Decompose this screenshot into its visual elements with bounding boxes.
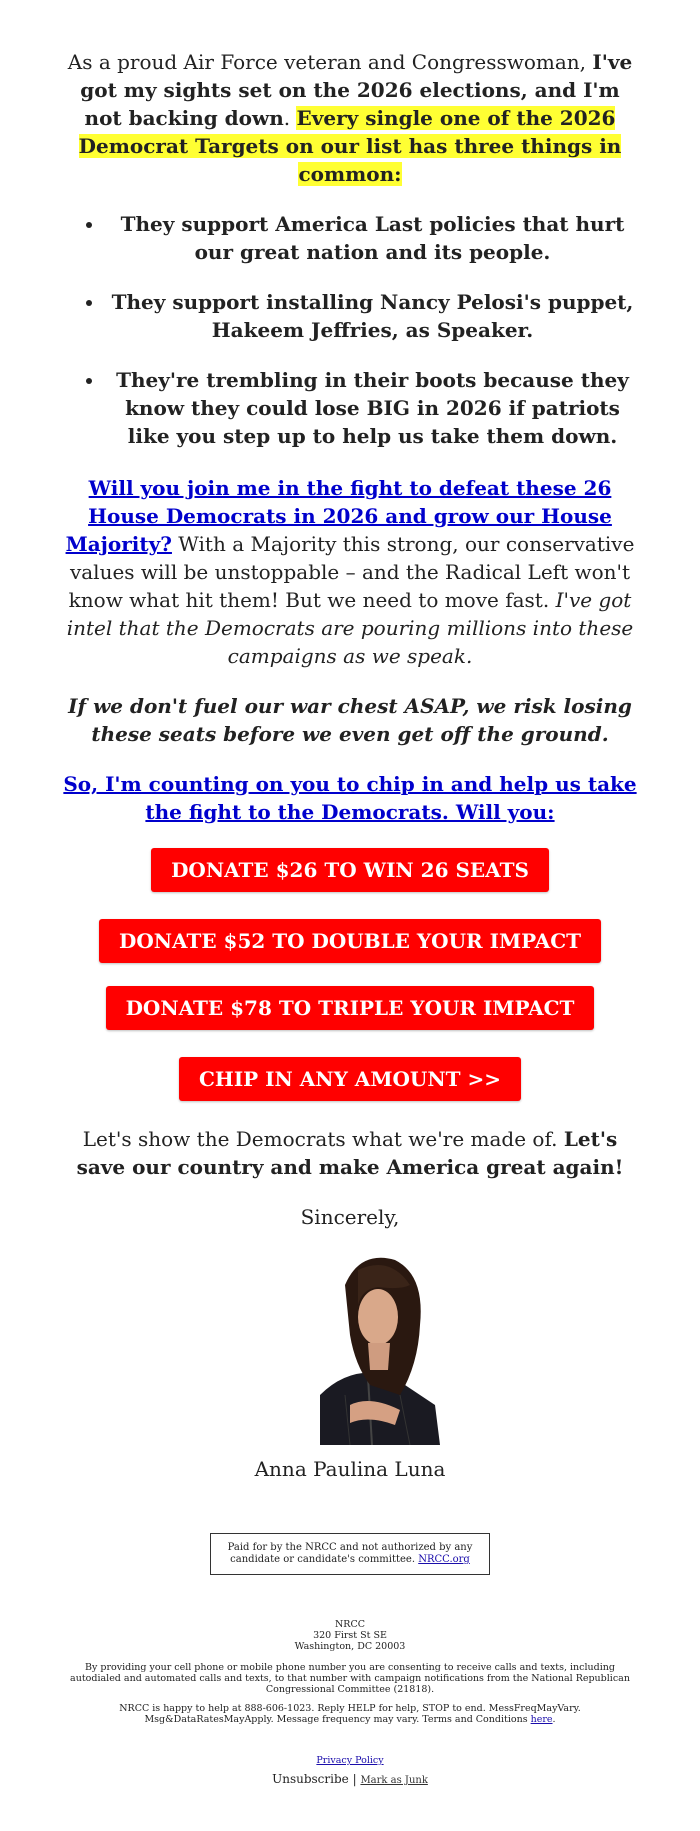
org-name: NRCC [334, 1619, 365, 1630]
unsubscribe-row [60, 1774, 640, 1786]
intro-paragraph [60, 48, 640, 188]
street-address: 320 First St SE [313, 1630, 387, 1641]
sms-consent-text: By providing your cell phone or mobile phone number you are consenting to receive calls and texts, including autodialed and automated calls and texts, to that number with campaign notifications from the National Republican Congressional Committee (21818). [70, 1662, 630, 1695]
donate-26-button[interactable]: DONATE $26 TO WIN 26 SEATS [151, 848, 549, 892]
signer-name: Anna Paulina Luna [254, 1457, 446, 1481]
help-text: NRCC is happy to help at 888-606-1023. Reply HELP for help, STOP to end. MessFreqMayVary. Msg&DataRatesMayApply. Message frequency may vary. Terms and Conditions [119, 1703, 581, 1725]
footer [60, 1619, 640, 1786]
ask-paragraph [60, 770, 640, 826]
list-item: • They support America Last policies that hurt our great nation and its people. [105, 210, 640, 266]
city-address: Washington, DC 20003 [294, 1641, 406, 1652]
email-body [60, 0, 640, 1786]
closing-paragraph [60, 1125, 640, 1181]
address-block [60, 1619, 640, 1652]
intel-text: I've got intel that the Democrats are pouring millions into these campaigns as we speak. [66, 588, 634, 668]
reasons-list [60, 210, 640, 450]
list-item: • They're trembling in their boots because they know they could lose BIG in 2026 if patriots like you step up to help us take them down. [105, 366, 640, 450]
signer-portrait [250, 1245, 450, 1445]
list-item: • They support installing Nancy Pelosi's puppet, Hakeem Jeffries, as Speaker. [105, 288, 640, 344]
chip-in-any-amount-button[interactable]: CHIP IN ANY AMOUNT >> [179, 1057, 521, 1101]
join-fight-link[interactable]: Will you join me in the fight to defeat these 26 House Democrats in 2026 and grow our House Majority? [65, 476, 612, 556]
highlighted-text: Every single one of the 2026 Democrat Targets on our list has three things in common: [78, 106, 622, 186]
privacy-policy-link[interactable]: Privacy Policy [316, 1755, 384, 1766]
donate-78-button[interactable]: DONATE $78 TO TRIPLE YOUR IMPACT [106, 986, 595, 1030]
disclaimer-text: Paid for by the NRCC and not authorized by any candidate or candidate's committee. [227, 1542, 473, 1565]
mark-as-junk-link[interactable]: Mark as Junk [360, 1775, 428, 1786]
closing-bold: Let's save our country and make America great again! [76, 1127, 624, 1179]
help-paragraph [60, 1703, 640, 1725]
separator: | [348, 1772, 361, 1786]
closing-text: Let's show the Democrats what we're made of. [82, 1127, 564, 1151]
intro-text: As a proud Air Force veteran and Congresswoman, [67, 50, 593, 74]
unsubscribe-text[interactable]: Unsubscribe [272, 1772, 349, 1786]
warning-text: If we don't fuel our war chest ASAP, we risk losing these seats before we even get off the ground. [68, 694, 632, 746]
join-text: With a Majority this strong, our conservative values will be unstoppable – and the Radical Left won't know what hit them! But we need to move fast. [68, 532, 635, 612]
chip-in-link[interactable]: So, I'm counting on you to chip in and help us take the fight to the Democrats. Will you: [63, 772, 637, 824]
nrcc-link[interactable]: NRCC.org [418, 1554, 470, 1565]
intro-bold: I've got my sights set on the 2026 elections, and I'm not backing down [80, 50, 633, 130]
donate-52-button[interactable]: DONATE $52 TO DOUBLE YOUR IMPACT [99, 919, 601, 963]
terms-link[interactable]: here [530, 1714, 553, 1725]
sincerely-text: Sincerely, [300, 1205, 400, 1229]
join-paragraph [60, 474, 640, 670]
paid-for-disclaimer [210, 1533, 490, 1575]
help-end: . [552, 1714, 556, 1725]
intro-period: . [283, 106, 297, 130]
